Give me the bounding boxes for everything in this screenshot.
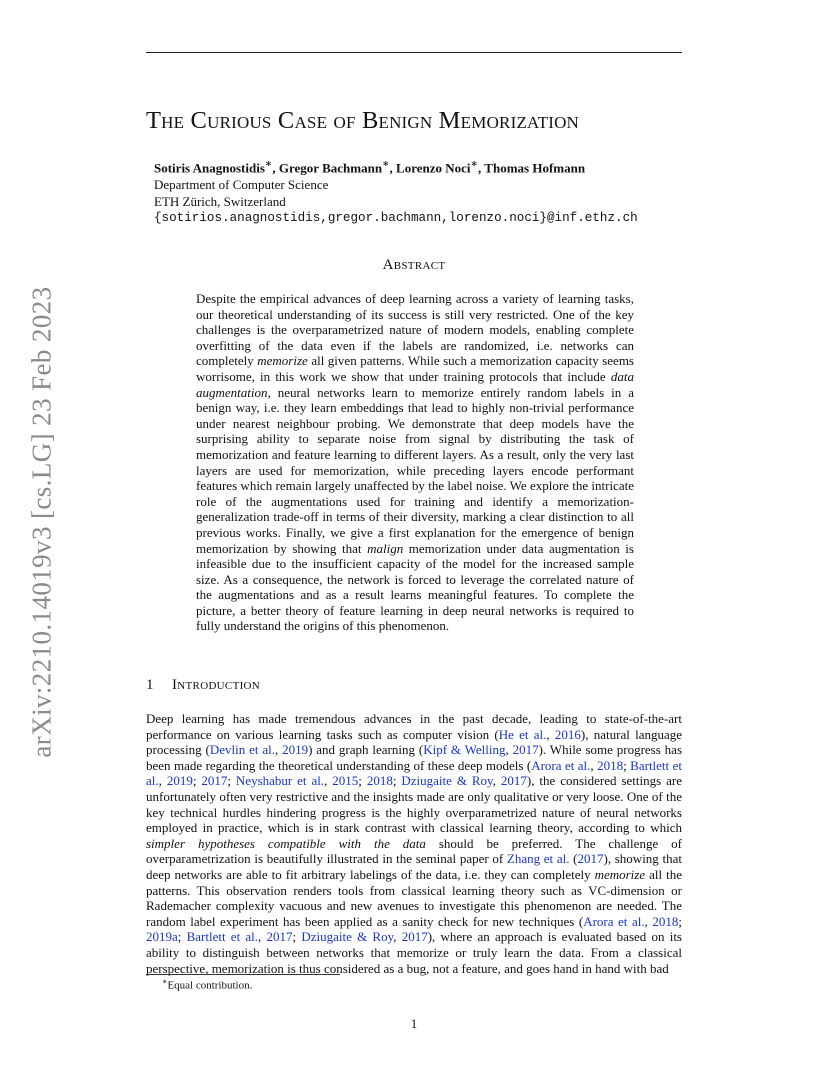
author-emails[interactable]: {sotirios.anagnostidis,gregor.bachmann,lorenzo.noci}@inf.ethz.ch [154,211,638,226]
citation-link[interactable]: Zhang et al. [506,851,570,867]
citation-link[interactable]: Arora et al. [583,913,645,929]
department: Department of Computer Science [154,177,329,193]
author-block [154,156,638,227]
citation-link[interactable]: 2018 [597,757,624,773]
citation-link[interactable]: Dziugaite & Roy [301,929,394,945]
page-number: 1 [410,1016,418,1031]
footnote-text: Equal contribution. [167,979,253,992]
citation-link[interactable]: Dziugaite & Roy [401,773,493,789]
citation-link[interactable]: Bartlett et al. [146,757,682,789]
abstract-text: Despite the empirical advances of deep learning across a variety of learning tasks, our theoretical understanding of its success is still very restricted. One of the key challenges is the overparametrized nature of modern models, enabling complete overfitting of the data even if the labels are randomized, i.e. networks can completely memorize all given patterns. While such a memorization capacity seems worrisome, in this work we show that under training protocols that include data augmentation, neural networks learn to memorize entirely random labels in a benign way, i.e. they learn embeddings that lead to highly non-trivial performance under nearest neighbour probing. We demonstrate that deep models have the surprising ability to separate noise from signal by distributing the task of memorization and feature learning to different layers. As a result, only the very last layers are used for memorization, while preceding layers encode performant features which remain largely unaffected by the label noise. We explore the intricate role of the augmentations used for training and identify a memorization-generalization trade-off in terms of their diversity, marking a clear distinction to all previous works. Finally, we give a first explanation for the emergence of benign memorization by showing that malign memorization under data augmentation is infeasible due to the insufficient capacity of the model for the increased sample size. As a consequence, the network is forced to leverage the correlated nature of the augmentations and as a result learns meaningful features. To complete the picture, a better theory of feature learning in deep neural networks is required to fully understand the origins of this phenomenon. [196,291,634,634]
citation-link[interactable]: 2017 [401,929,428,945]
intro-paragraph: Deep learning has made tremendous advances in the past decade, leading to state-of-the-art performance on various learning tasks such as computer vision (He et al., 2016), natural language processing (Devlin et al., 2019) and graph learning (Kipf & Welling, 2017). While some progress has been made regarding the theoretical understanding of these deep models (Arora et al., 2018; Bartlett et al., 2019; 2017; Neyshabur et al., 2015; 2018; Dziugaite & Roy, 2017), the considered settings are unfortunately often very restrictive and the insights made are only qualitative or very loose. One of the key technical hurdles hindering progress is the highly overparametrized nature of neural networks employed in practice, which is in stark contrast with classical learning theory, according to which simpler hypotheses compatible with the data should be preferred. The challenge of overparametrization is beautifully illustrated in the seminal paper of Zhang et al. (2017), showing that deep networks are able to fit arbitrary labelings of the data, i.e. they can completely memorize all the patterns. This observation renders tools from classical learning theory such as VC-dimension or Rademacher complexity vacuous and new avenues to investigate this phenomenon are needed. The random label experiment has been applied as a sanity check for new techniques (Arora et al., 2018; 2019a; Bartlett et al., 2017; Dziugaite & Roy, 2017), where an approach is evaluated based on its ability to distinguish between networks that memorize or truly learn the data. From a classical perspective, memorization is thus considered as a bug, not a feature, and goes hand in hand with bad [146,711,683,976]
citation-link[interactable]: Neyshabur et al. [235,773,325,789]
citation-link[interactable]: 2015 [332,773,359,789]
abstract [196,291,634,634]
paper-title: The Curious Case of Benign Memorization [146,107,580,134]
author-names: Sotiris Anagnostidis∗, Gregor Bachmann∗, Lorenzo Noci∗, Thomas Hofmann [154,158,586,176]
abstract-heading: Abstract [382,257,446,273]
footnote-marker: ∗ [162,977,168,986]
citation-link[interactable]: 2019a [146,929,178,945]
citation-link[interactable]: 2017 [266,929,293,945]
section-number: 1 [146,677,154,693]
top-rule [146,52,682,53]
institution: ETH Zürich, Switzerland [154,194,286,210]
citation-link[interactable]: 2019 [166,773,193,789]
citation-link[interactable]: Devlin et al. [209,742,275,758]
section-heading [146,677,260,694]
section-title: Introduction [172,677,261,693]
citation-link[interactable]: 2016 [554,726,581,742]
citation-link[interactable]: 2018 [366,773,393,789]
citation-link[interactable]: Arora et al. [531,757,591,773]
citation-link[interactable]: 2017 [500,773,527,789]
citation-link[interactable]: Bartlett et al. [186,929,259,945]
footnote [162,977,252,992]
citation-link[interactable]: Kipf & Welling [423,742,506,758]
arxiv-stamp-text: arXiv:2210.14019v3 [cs.LG] 23 Feb 2023 [26,286,57,758]
footnote-rule [146,974,340,975]
citation-link[interactable]: 2017 [512,742,539,758]
citation-link[interactable]: 2019 [282,742,309,758]
citation-link[interactable]: 2018 [652,913,679,929]
citation-link[interactable]: He et al. [498,726,547,742]
citation-link[interactable]: 2017 [201,773,228,789]
citation-link[interactable]: 2017 [577,851,604,867]
introduction-body [146,711,682,976]
